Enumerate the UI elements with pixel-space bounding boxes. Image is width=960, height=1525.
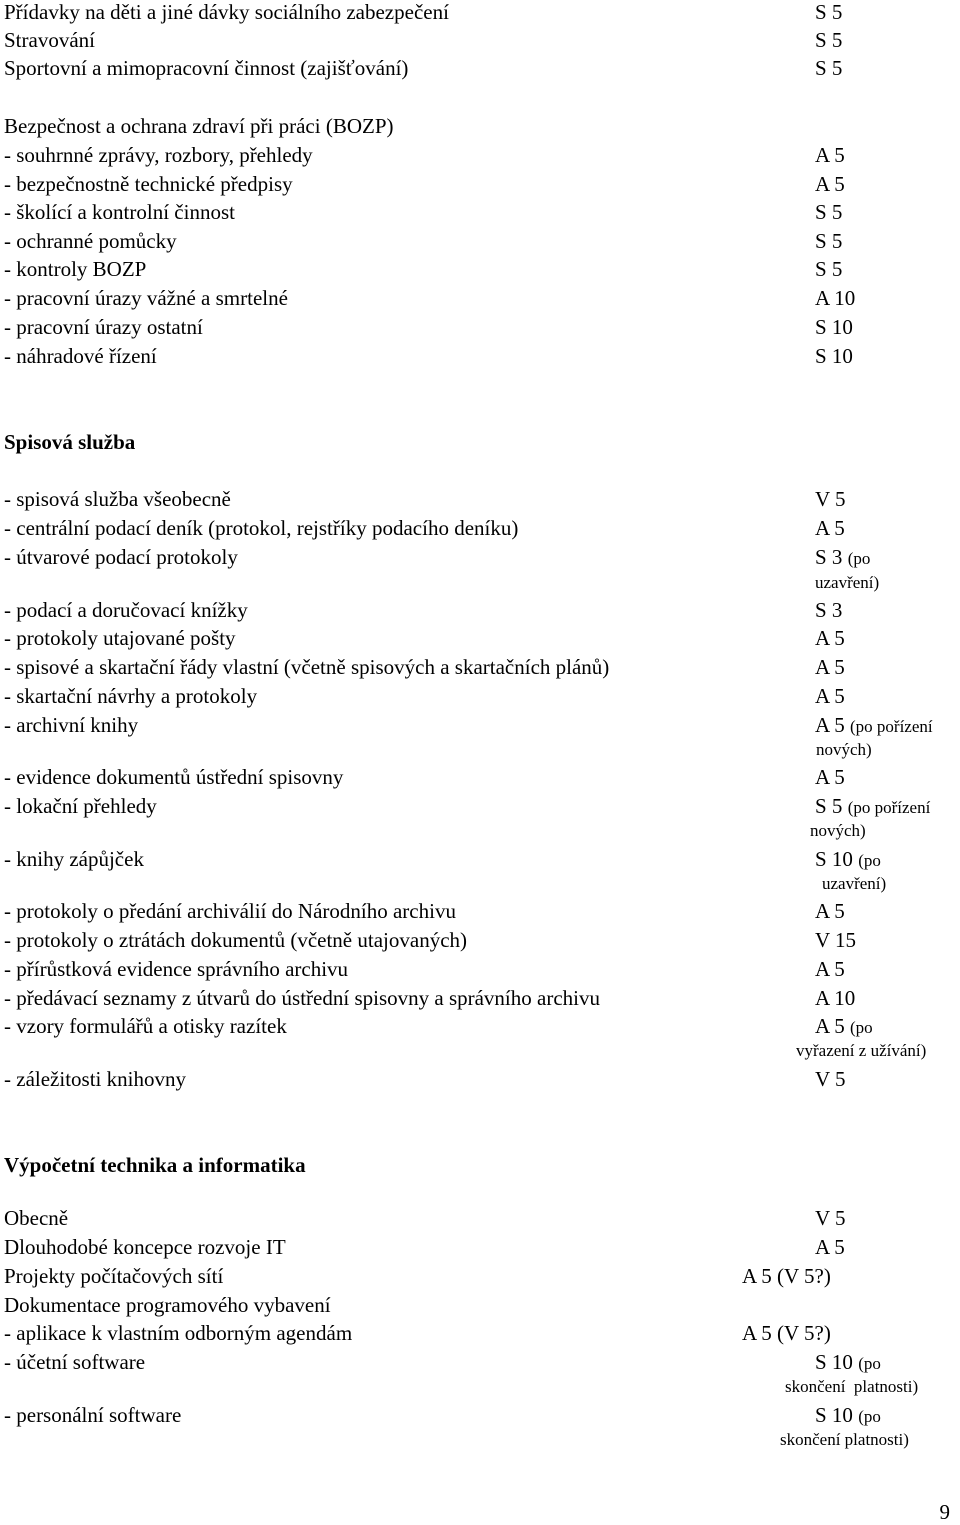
list-item: - souhrnné zprávy, rozbory, přehledy	[4, 143, 313, 167]
list-item: - záležitosti knihovny	[4, 1067, 186, 1091]
code-note: (po pořízení	[850, 717, 933, 736]
retention-code	[815, 847, 881, 872]
list-item: Dokumentace programového vybavení	[4, 1293, 331, 1317]
retention-code: S 3	[815, 598, 843, 622]
item-label: Sportovní a mimopracovní činnost (zajišťování)	[4, 56, 409, 80]
list-item: - archivní knihy	[4, 713, 139, 737]
code-value: S 10	[815, 847, 853, 871]
code-note-cont: skončení platnosti)	[785, 1377, 919, 1396]
list-item: - účetní software	[4, 1350, 146, 1374]
code-note: (po	[858, 1354, 881, 1373]
retention-code	[815, 1403, 881, 1428]
retention-code: V 5	[815, 487, 846, 511]
item-label: Stravování	[4, 28, 95, 52]
retention-code: A 5	[815, 1235, 845, 1259]
list-item: - bezpečnostně technické předpisy	[4, 172, 293, 196]
retention-code: S 5	[815, 257, 843, 281]
code-note-cont: nových)	[816, 740, 872, 759]
list-item: - spisová služba všeobecně	[4, 487, 231, 511]
page-number: 9	[939, 1500, 950, 1524]
retention-code: A 5	[815, 172, 845, 196]
retention-code: S 5	[815, 56, 843, 80]
code-value: S 10	[815, 1350, 853, 1374]
retention-code	[815, 545, 870, 570]
retention-code: A 5	[815, 957, 845, 981]
list-item: - aplikace k vlastním odborným agendám	[4, 1321, 353, 1345]
list-item: - útvarové podací protokoly	[4, 545, 238, 569]
retention-code: A 10	[815, 986, 856, 1010]
retention-code	[815, 1014, 873, 1039]
list-item: - přírůstková evidence správního archivu	[4, 957, 349, 981]
retention-code: S 5	[815, 0, 843, 24]
retention-code: A 5	[815, 143, 845, 167]
retention-code: S 10	[815, 344, 853, 368]
code-value: S 10	[815, 1403, 853, 1427]
code-note: (po	[858, 851, 881, 870]
code-value: A 5	[815, 713, 845, 737]
list-item: - ochranné pomůcky	[4, 229, 177, 253]
retention-code: A 5	[815, 655, 845, 679]
list-item: - pracovní úrazy vážné a smrtelné	[4, 286, 288, 310]
list-item: Projekty počítačových sítí	[4, 1264, 224, 1288]
code-value: A 5	[815, 1014, 845, 1038]
retention-code: V 5	[815, 1067, 846, 1091]
retention-code: A 10	[815, 286, 856, 310]
list-item: Dlouhodobé koncepce rozvoje IT	[4, 1235, 286, 1259]
list-item: - protokoly o ztrátách dokumentů (včetně utajovaných)	[4, 928, 468, 952]
code-note: (po	[858, 1407, 881, 1426]
code-note-cont: vyřazení z užívání)	[796, 1041, 927, 1060]
retention-code	[815, 1350, 881, 1375]
code-value: S 3	[815, 545, 843, 569]
retention-code: V 15	[815, 928, 857, 952]
code-note-cont: uzavření)	[815, 573, 880, 592]
retention-code: S 5	[815, 200, 843, 224]
list-item: - knihy zápůjček	[4, 847, 144, 871]
section-heading: Spisová služba	[4, 430, 136, 454]
code-note-cont: uzavření)	[822, 874, 887, 893]
retention-code: A 5	[815, 899, 845, 923]
list-item: - školící a kontrolní činnost	[4, 200, 235, 224]
list-item: - spisové a skartační řády vlastní (včetně spisových a skartačních plánů)	[4, 655, 610, 679]
list-item	[4, 0, 449, 25]
list-item: - kontroly BOZP	[4, 257, 147, 281]
retention-code: S 5	[815, 229, 843, 253]
list-item: - předávací seznamy z útvarů do ústřední spisovny a správního archivu	[4, 986, 600, 1010]
list-item: - lokační přehledy	[4, 794, 157, 818]
list-item: - pracovní úrazy ostatní	[4, 315, 203, 339]
code-note: (po	[847, 549, 871, 568]
code-value: S 5	[815, 794, 843, 818]
list-item: - podací a doručovací knížky	[4, 598, 248, 622]
retention-code: S 10	[815, 315, 853, 339]
code-note-cont: nových)	[810, 821, 866, 840]
retention-code: A 5	[815, 626, 845, 650]
list-item: - centrální podací deník (protokol, rejstříky podacího deníku)	[4, 516, 519, 540]
retention-code	[815, 794, 930, 819]
retention-code: V 5	[815, 1206, 846, 1230]
retention-code: A 5	[815, 765, 845, 789]
retention-code: A 5 (V 5?)	[742, 1321, 831, 1345]
list-item: - protokoly o předání archiválií do Národního archivu	[4, 899, 456, 923]
retention-code	[815, 713, 933, 738]
list-item: - skartační návrhy a protokoly	[4, 684, 258, 708]
retention-code: A 5	[815, 516, 845, 540]
list-item: - protokoly utajované pošty	[4, 626, 236, 650]
item-label: Přídavky na děti a jiné dávky sociálního zabezpečení	[4, 0, 449, 24]
retention-code: A 5	[815, 684, 845, 708]
retention-code: S 5	[815, 28, 843, 52]
list-item	[4, 56, 408, 81]
list-item: - personální software	[4, 1403, 182, 1427]
code-note: (po	[850, 1018, 873, 1037]
section-title: Bezpečnost a ochrana zdraví při práci (BOZP)	[4, 114, 394, 138]
list-item: - náhradové řízení	[4, 344, 157, 368]
code-note: (po pořízení	[847, 798, 931, 817]
list-item: - evidence dokumentů ústřední spisovny	[4, 765, 344, 789]
list-item	[4, 28, 95, 53]
list-item: Obecně	[4, 1206, 69, 1230]
list-item: - vzory formulářů a otisky razítek	[4, 1014, 287, 1038]
code-note-cont: skončení platnosti)	[780, 1430, 909, 1449]
retention-code: A 5 (V 5?)	[742, 1264, 831, 1288]
section-heading: Výpočetní technika a informatika	[4, 1153, 306, 1177]
